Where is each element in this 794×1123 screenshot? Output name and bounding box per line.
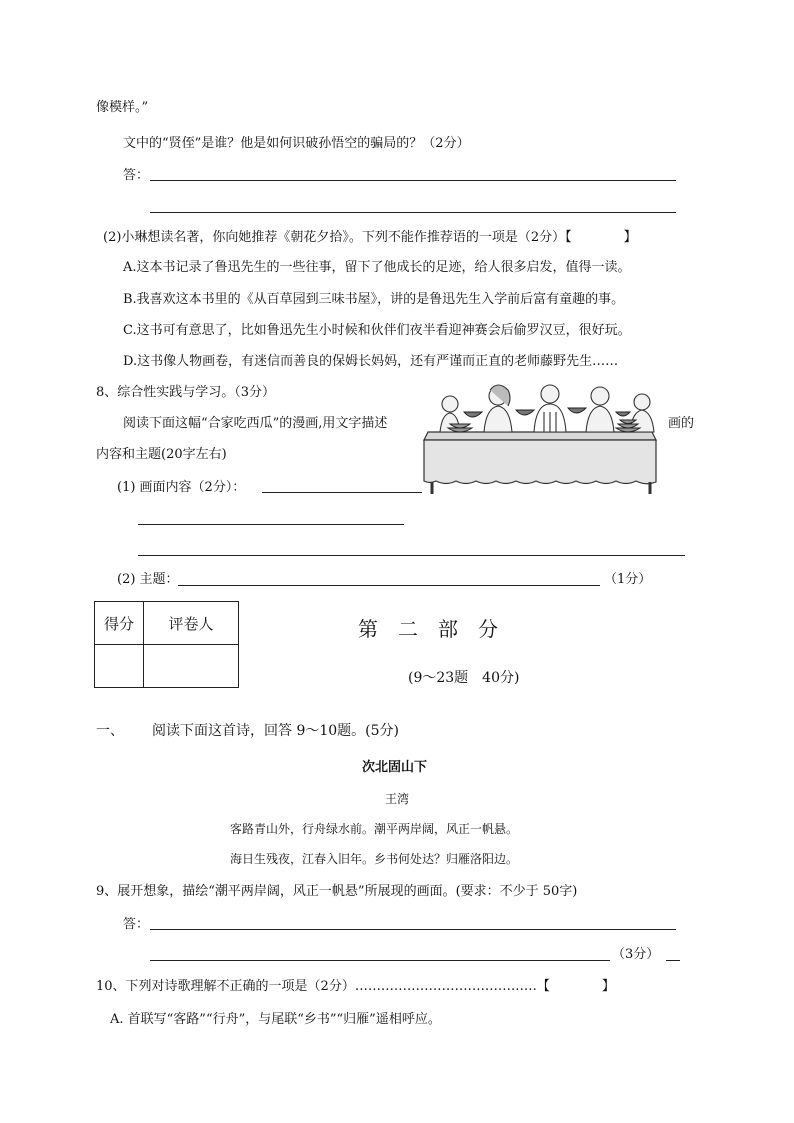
poem-title: 次北固山下 <box>362 760 428 775</box>
q9-answer-label: 答： <box>123 917 150 932</box>
answer-line[interactable] <box>138 524 404 525</box>
option-d: D.这书像人物画卷，有迷信而善良的保姆长妈妈，还有严谨而正直的老师藤野先生…… <box>123 354 619 369</box>
q8-sub2-label: (2) 主题： <box>117 572 179 587</box>
q10-question: 10、下列对诗歌理解不正确的一项是（2分）……………………………………【 】 <box>96 979 615 994</box>
q8-sub2-score: （1分） <box>604 572 652 587</box>
q8-instruction: 阅读下面这幅“合家吃西瓜”的漫画,用文字描述 <box>123 416 388 431</box>
score-header: 得分 <box>95 602 144 645</box>
option-c: C.这书可有意思了，比如鲁迅先生小时候和伙伴们夜半看迎神赛会后偷罗汉豆，很好玩。 <box>123 323 631 338</box>
q8-instruction-end: 画的 <box>668 416 695 431</box>
poem-line-2: 海日生残夜，江春入旧年。乡书何处达？归雁洛阳边。 <box>230 852 519 866</box>
answer-line[interactable] <box>150 180 676 181</box>
answer-line[interactable] <box>150 212 676 213</box>
option-b: B.我喜欢这本书里的《从百草园到三味书屋》，讲的是鲁迅先生入学前后富有童趣的事。 <box>123 292 625 307</box>
part2-title: 第 二 部 分 <box>358 617 498 641</box>
grader-cell[interactable] <box>144 645 239 688</box>
q9-question: 9、展开想象，描绘“潮平两岸阔，风正一帆悬”所展现的画面。(要求：不少于 50字) <box>96 884 578 899</box>
section-number: 一、 <box>96 723 124 739</box>
q9-score: （3分） <box>612 947 660 962</box>
answer-line[interactable] <box>138 555 685 556</box>
grader-header: 评卷人 <box>144 602 239 645</box>
q8-sub1-label: (1) 画面内容（2分）： <box>117 480 246 495</box>
q8-heading: 8、综合性实践与学习。（3分） <box>96 385 276 400</box>
q7-1-answer-label: 答： <box>123 168 150 183</box>
poem-author: 王湾 <box>385 792 410 806</box>
family-watermelon-cartoon <box>420 382 660 494</box>
score-cell[interactable] <box>95 645 144 688</box>
answer-line[interactable] <box>262 492 422 493</box>
answer-line[interactable] <box>178 585 600 586</box>
answer-line[interactable] <box>150 929 676 930</box>
q10-option-a: A. 首联写“客路”“行舟”，与尾联“乡书”“归雁”遥相呼应。 <box>110 1012 441 1027</box>
q8-instruction-line2: 内容和主题(20字左右) <box>96 447 227 462</box>
text-fragment: 像模样。” <box>96 100 149 115</box>
section-instruction: 阅读下面这首诗，回答 9～10题。(5分) <box>152 723 400 739</box>
answer-line[interactable] <box>666 960 680 961</box>
score-table <box>94 601 239 688</box>
option-a: A.这本书记录了鲁迅先生的一些往事，留下了他成长的足迹，给人很多启发，值得一读。 <box>123 260 631 275</box>
part2-subtitle: (9～23题 40分) <box>408 670 520 686</box>
q7-1-question: 文中的“贤侄”是谁？他是如何识破孙悟空的骗局的？（2分） <box>123 136 470 151</box>
answer-line[interactable] <box>150 960 610 961</box>
poem-line-1: 客路青山外，行舟绿水前。潮平两岸阔，风正一帆悬。 <box>230 822 519 836</box>
q7-2-question: (2)小琳想读名著，你向她推荐《朝花夕拾》。下列不能作推荐语的一项是（2分）【 】 <box>103 230 637 245</box>
